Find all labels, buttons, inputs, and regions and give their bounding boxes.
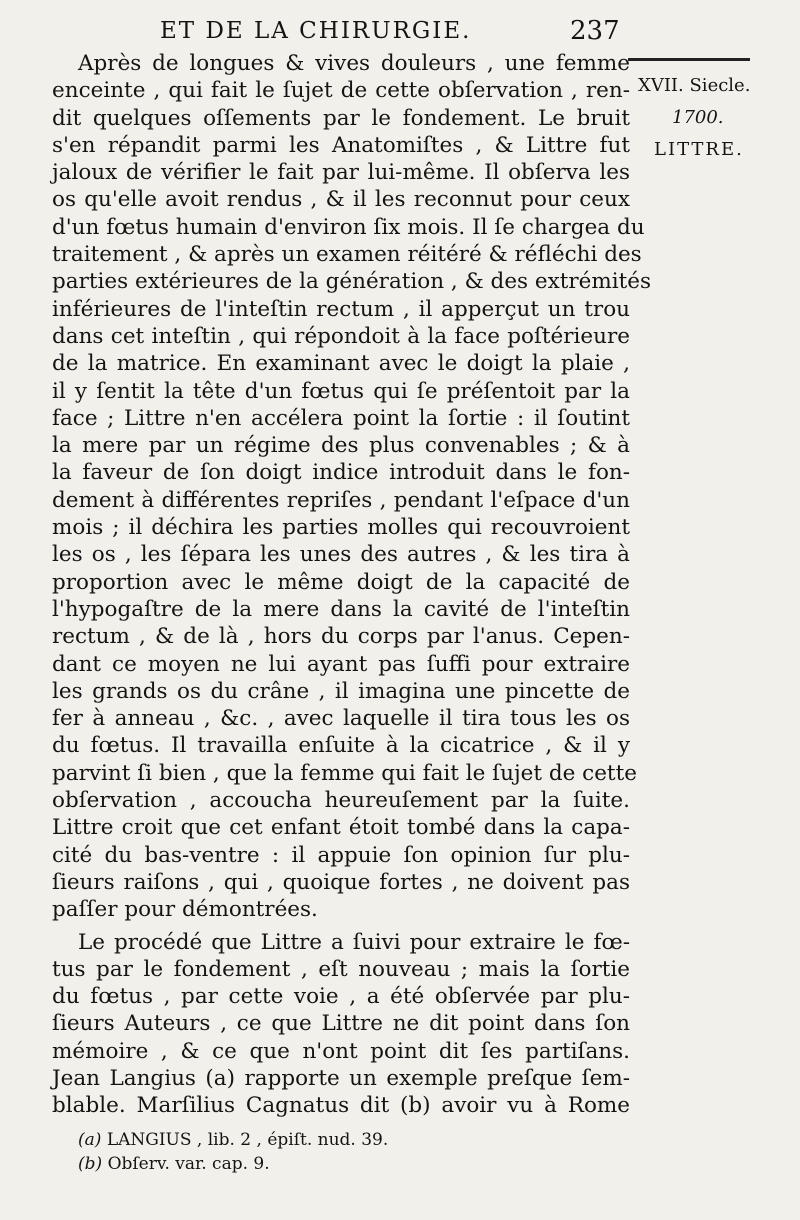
- running-head: ET DE LA CHIRURGIE.: [160, 18, 472, 44]
- footnote-mark: (a): [78, 1130, 102, 1150]
- text-line: Le procédé que Littre a ſuivi pour extraire le fœ-: [78, 929, 630, 955]
- text-line: inférieures de l'inteſtin rectum , il apperçut un trou: [52, 296, 630, 322]
- text-line: dement à différentes repriſes , pendant l'eſpace d'un: [52, 487, 630, 513]
- text-line: proportion avec le même doigt de la capacité de: [52, 569, 630, 595]
- text-line: dans cet inteſtin , qui répondoit à la face poſtérieure: [52, 323, 630, 349]
- text-line: Littre croit que cet enfant étoit tombé dans la capa-: [52, 815, 630, 841]
- footnote-b: [78, 1152, 598, 1176]
- text-line: dant ce moyen ne lui ayant pas ſuffi pour extraire: [52, 651, 630, 677]
- main-text: [52, 50, 652, 1120]
- footnote-text: LANGIUS , lib. 2 , épiſt. nud. 39.: [106, 1130, 389, 1150]
- paragraph-2: [52, 929, 630, 1120]
- footnote-a: [78, 1128, 598, 1152]
- text-line: l'hypogaſtre de la mere dans la cavité de l'inteſtin: [52, 596, 630, 622]
- text-line: fer à anneau , &c. , avec laquelle il tira tous les os: [52, 706, 630, 732]
- marginal-year: 1700.: [672, 107, 724, 128]
- text-line: de la matrice. En examinant avec le doigt la plaie ,: [52, 351, 630, 377]
- text-line: la faveur de ſon doigt indice introduit dans le fon-: [52, 460, 630, 486]
- text-line: parties extérieures de la génération , & des extrémités: [52, 269, 652, 295]
- page-header: [0, 18, 800, 48]
- text-line: les grands os du crâne , il imagina une pincette de: [52, 678, 630, 704]
- text-line: mémoire , & ce que n'ont point dit ſes partiſans.: [52, 1038, 630, 1064]
- text-line: d'un fœtus humain d'environ ſix mois. Il ſe chargea du: [52, 214, 645, 240]
- text-line: cité du bas-ventre : il appuie ſon opinion ſur plu-: [52, 842, 630, 868]
- text-line: du fœtus. Il travailla enſuite à la cicatrice , & il y: [52, 733, 630, 759]
- footnotes: [78, 1128, 598, 1176]
- margin-rule: [628, 58, 750, 61]
- marginal-century: XVII. Siecle.: [638, 75, 751, 96]
- text-line: la mere par un régime des plus convenables ; & à: [52, 433, 630, 459]
- text-line: ſieurs raiſons , qui , quoique fortes , ne doivent pas: [52, 869, 630, 895]
- text-line: traitement , & après un examen réitéré & réfléchi des: [52, 242, 642, 268]
- paragraph-1: [52, 50, 652, 924]
- text-line: jaloux de vérifier le fait par lui-même. Il obſerva les: [52, 160, 630, 186]
- text-line: il y ſentit la tête d'un fœtus qui ſe préſentoit par la: [52, 378, 630, 404]
- text-line: s'en répandit parmi les Anatomiſtes , & Littre fut: [52, 132, 630, 158]
- text-line: face ; Littre n'en accélera point la ſortie : il ſoutint: [52, 405, 630, 431]
- text-line: du fœtus , par cette voie , a été obſervée par plu-: [52, 984, 630, 1010]
- marginal-author: LITTRE.: [654, 139, 744, 160]
- text-line: mois ; il déchira les parties molles qui recouvroient: [52, 515, 630, 541]
- text-line: Jean Langius (a) rapporte un exemple preſque ſem-: [52, 1065, 630, 1091]
- page-number: 237: [570, 16, 620, 46]
- text-line: Après de longues & vives douleurs , une femme: [78, 51, 630, 76]
- footnote-mark: (b): [78, 1154, 103, 1174]
- text-line: tus par le fondement , eſt nouveau ; mais la ſortie: [52, 956, 630, 982]
- text-line: parvint ſi bien , que la femme qui fait le ſujet de cette: [52, 760, 637, 786]
- text-line: os qu'elle avoit rendus , & il les reconnut pour ceux: [52, 187, 630, 213]
- text-line: dit quelques oſſements par le fondement. Le bruit: [52, 105, 630, 131]
- footnote-text: Obſerv. var. cap. 9.: [107, 1154, 270, 1174]
- text-line: enceinte , qui fait le ſujet de cette obſervation , ren-: [52, 78, 630, 104]
- marginal-notes: [630, 70, 795, 166]
- text-line: blable. Marſilius Cagnatus dit (b) avoir vu à Rome: [52, 1093, 630, 1119]
- text-line: paſſer pour démontrées.: [52, 897, 318, 923]
- text-line: obſervation , accoucha heureuſement par la ſuite.: [52, 788, 630, 814]
- text-line: rectum , & de là , hors du corps par l'anus. Cepen-: [52, 624, 630, 650]
- text-line: les os , les ſépara les unes des autres , & les tira à: [52, 542, 630, 568]
- text-line: ſieurs Auteurs , ce que Littre ne dit point dans ſon: [52, 1011, 630, 1037]
